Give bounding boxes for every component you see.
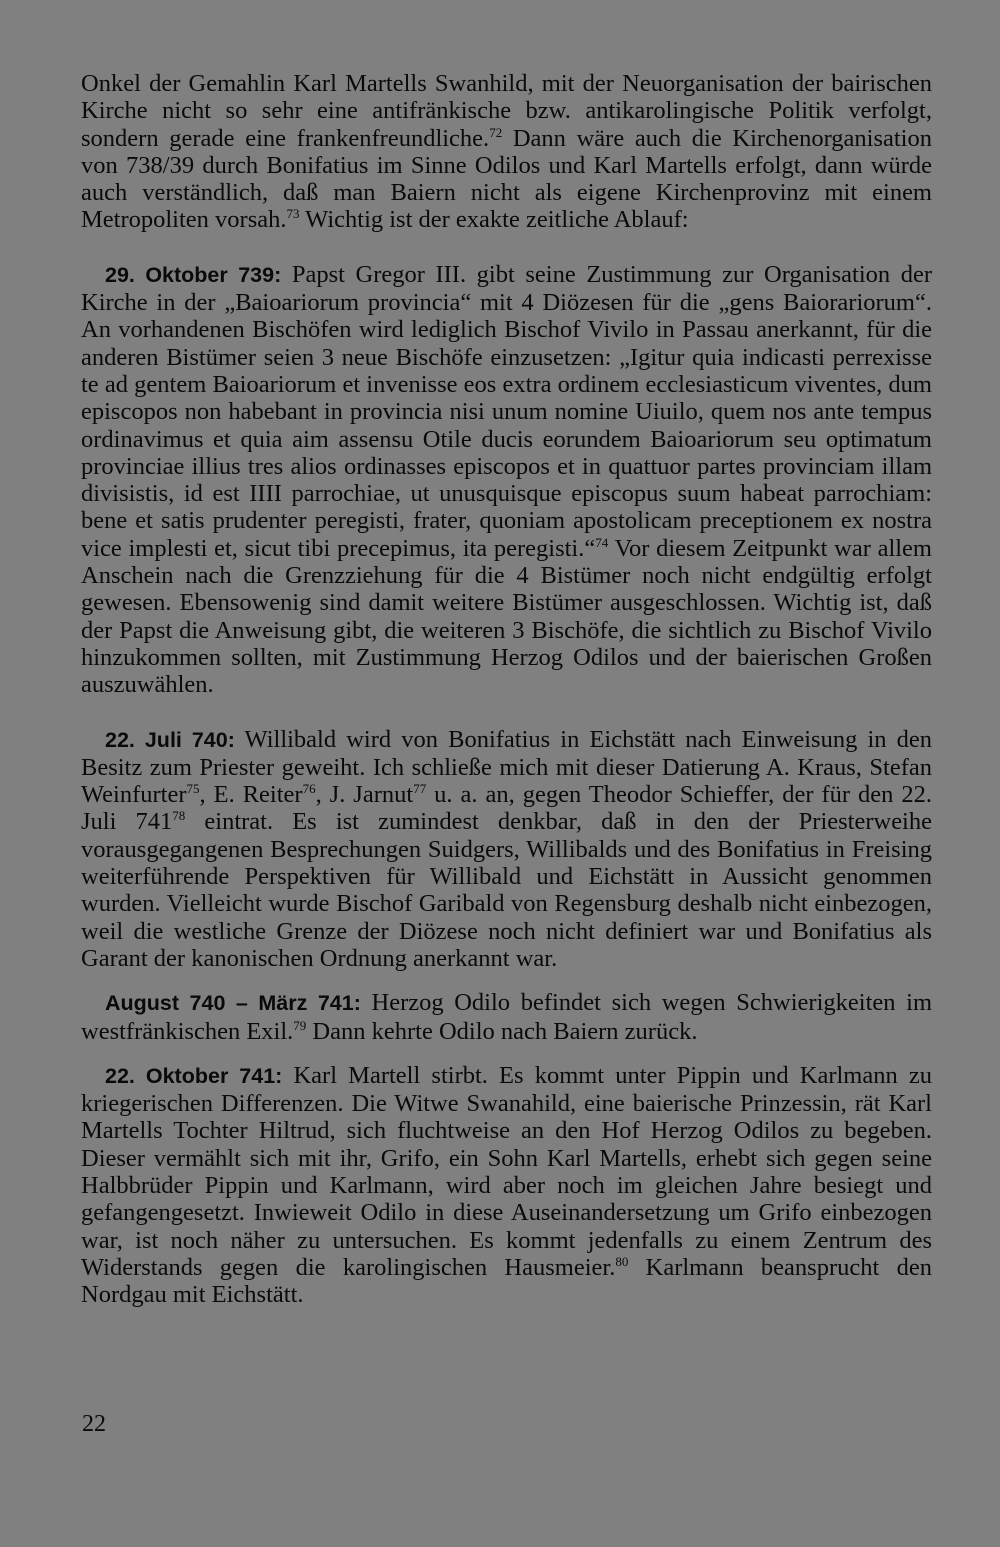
footnote-ref: 75 (186, 780, 200, 796)
text-run: Karl Martell stirbt. Es kommt unter Pippin und Karlmann zu kriegerischen Differenzen. Die Witwe Swanahild, eine baierische Prinzessin, rät Karl Martells Tochter Hiltrud, sich fluchtweise an den Hof Herzog Odilos zu begeben. Dieser vermählt sich mit ihr, Grifo, ein Sohn Karl Martells, erhebt sich gegen seine Halbbrüder Pippin und Karlmann, wird aber noch im gleichen Jahre besiegt und gefangengesetzt. Inwieweit Odilo in diese Auseinandersetzung um Grifo einbezogen war, ist noch näher zu untersuchen. Es kommt jedenfalls zu einem Zentrum des Widerstands gegen die karolingischen Hausmeier. (81, 1061, 932, 1281)
paragraph-spacer (81, 972, 932, 989)
text-run: Wichtig ist der exakte zeitliche Ablauf: (299, 206, 689, 234)
paragraph-august-740 (81, 989, 932, 1045)
paragraph-spacer (81, 234, 932, 261)
text-run: Papst Gregor III. gibt seine Zustimmung zur Organisation der Kirche in der „Baioariorum provincia“ mit 4 Diözesen für die „gens Baiorariorum“. An vorhandenen Bischöfen wird lediglich Bischof Vivilo in Passau anerkannt, für die anderen Bistümer seien 3 neue Bischöfe einzusetzen: „Igitur quia indicasti perrexisse te ad gentem Baioariorum et invenisse eos extra ordinem ecclesiasticum viventes, dum episcopos non habebant in provincia nisi unum nomine Uiuilo, quem nos ante tempus ordinavimus et quia aim assensu Otile ducis eorundem Baioariorum seu optimatum provinciae illius tres alios ordinasses episcopos et in quattuor partes provinciam illam divisistis, id est IIII parrochiae, ut unusquisque episcopus suum habeat parrochiam: bene et satis prudenter peregisti, frater, quoniam apostolicam preceptionem ex nostra vice implesti et, sicut tibi precepimus, ita peregisti.“ (81, 260, 933, 562)
text-run: , E. Reiter (199, 781, 303, 809)
text-run: Dann wäre auch die Kirchenorganisation von 738/39 durch Bonifatius im Sinne Odilos und Karl Martells erfolgt, dann würde auch verständlich, daß man Baiern nicht als eigene Kirchenprovinz mit einem Metropoliten vorsah. (81, 124, 932, 234)
text-run: , J. Jarnut (315, 781, 414, 809)
text-run: Willibald wird von Bonifatius in Eichstätt nach Einweisung in den Besitz zum Priester geweiht. Ich schließe mich mit dieser Datierung A. Kraus, Stefan Weinfurter (81, 725, 933, 809)
text-run: eintrat. Es ist zumindest denkbar, daß in den der Priesterweihe vorausgegangenen Besprechungen Suidgers, Willibalds und des Bonifatius in Freising weiterführende Perspektiven für Willibald und Eichstätt in Aussicht genommen wurden. Vielleicht wurde Bischof Garibald von Regensburg deshalb nicht einbezogen, weil die westliche Grenze der Diözese noch nicht definiert war und Bonifatius als Garant der kanonischen Ordnung anerkannt war. (81, 808, 932, 972)
footnote-ref: 74 (595, 534, 609, 550)
text-run: Dann kehrte Odilo nach Baiern zurück. (306, 1017, 698, 1045)
footnote-ref: 73 (286, 206, 300, 222)
footnote-ref: 79 (293, 1017, 307, 1033)
entry-date: 22. Oktober 741: (105, 1063, 283, 1088)
entry-date: August 740 – März 741: (105, 991, 361, 1016)
paragraph-juli-740 (81, 726, 932, 973)
footnote-ref: 78 (172, 808, 186, 824)
page-number: 22 (82, 1411, 106, 1437)
text-run: Karlmann beansprucht den Nordgau mit Eichstätt. (81, 1253, 932, 1309)
footnote-ref: 77 (413, 780, 427, 796)
entry-date: 29. Oktober 739: (105, 262, 282, 287)
entry-date: 22. Juli 740: (105, 727, 235, 752)
paragraph-oktober-739 (81, 261, 932, 699)
text-run: Herzog Odilo befindet sich wegen Schwierigkeiten im westfränkischen Exil. (81, 989, 933, 1045)
paragraph-spacer (81, 699, 932, 726)
text-run: Onkel der Gemahlin Karl Martells Swanhild, mit der Neuorganisation der bairischen Kirche nicht so sehr eine antifränkische bzw. antikarolingische Politik verfolgt, sondern gerade eine frankenfreundliche. (81, 70, 932, 152)
footnote-ref: 76 (302, 780, 316, 796)
text-run: u. a. an, gegen Theodor Schieffer, der für den 22. Juli 741 (81, 781, 932, 836)
footnote-ref: 72 (489, 124, 503, 140)
paragraph-oktober-741 (81, 1062, 932, 1309)
text-run: Vor diesem Zeitpunkt war allem Anschein nach die Grenzziehung für die 4 Bistümer noch nicht endgültig erfolgt gewesen. Ebensowenig sind damit weitere Bistümer ausgeschlossen. Wichtig ist, daß der Papst die Anweisung gibt, die weiteren 3 Bischöfe, die sichtlich zu Bischof Vivilo hinzukommen sollten, mit Zustimmung Herzog Odilos und der baierischen Großen auszuwählen. (81, 534, 932, 699)
page-body (81, 70, 932, 1308)
footnote-ref: 80 (615, 1253, 629, 1269)
paragraph-spacer (81, 1045, 932, 1062)
paragraph-intro (81, 70, 932, 234)
